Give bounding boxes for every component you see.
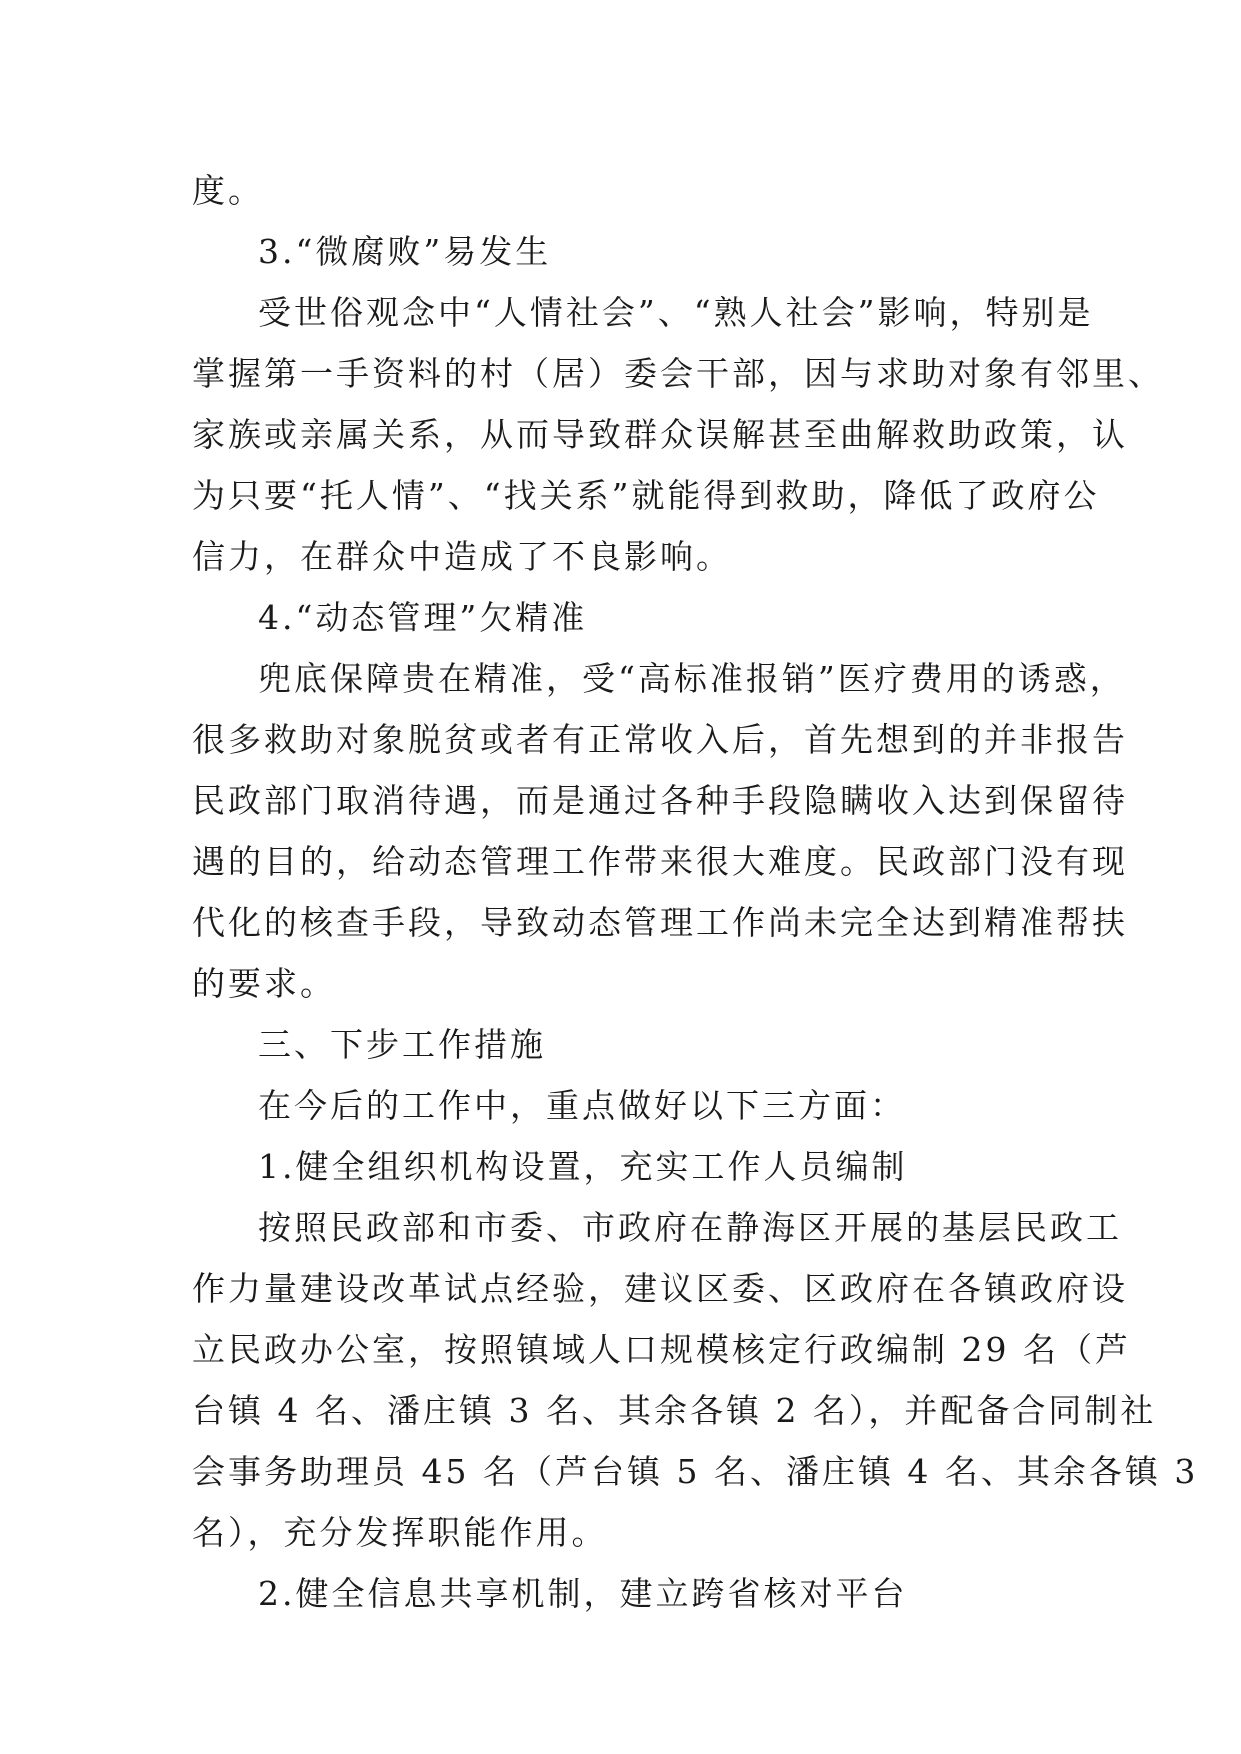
text-line: 3.“微腐败”易发生 <box>258 232 552 271</box>
text-line: 度。 <box>192 171 264 210</box>
text-line: 遇的目的，给动态管理工作带来很大难度。民政部门没有现 <box>192 842 1128 881</box>
document-body <box>192 160 1199 1624</box>
text-line: 为只要“托人情”、“找关系”就能得到救助，降低了政府公 <box>192 476 1100 515</box>
text-line: 受世俗观念中“人情社会”、“熟人社会”影响，特别是 <box>258 293 1094 332</box>
text-line: 按照民政部和市委、市政府在静海区开展的基层民政工 <box>258 1208 1122 1247</box>
text-line: 台镇 4 名、潘庄镇 3 名、其余各镇 2 名），并配备合同制社 <box>192 1391 1157 1430</box>
text-line: 2.健全信息共享机制，建立跨省核对平台 <box>258 1574 908 1613</box>
text-line: 兜底保障贵在精准，受“高标准报销”医疗费用的诱惑， <box>258 659 1126 698</box>
text-line: 作力量建设改革试点经验，建议区委、区政府在各镇政府设 <box>192 1269 1128 1308</box>
text-line: 掌握第一手资料的村（居）委会干部，因与求助对象有邻里、 <box>192 354 1164 393</box>
text-line: 三、下步工作措施 <box>258 1025 546 1064</box>
text-line: 很多救助对象脱贫或者有正常收入后，首先想到的并非报告 <box>192 720 1128 759</box>
text-line: 的要求。 <box>192 964 336 1003</box>
text-line: 代化的核查手段，导致动态管理工作尚未完全达到精准帮扶 <box>192 903 1128 942</box>
text-line: 名），充分发挥职能作用。 <box>192 1513 608 1552</box>
text-line: 信力，在群众中造成了不良影响。 <box>192 537 732 576</box>
text-line: 立民政办公室，按照镇域人口规模核定行政编制 29 名（芦 <box>192 1330 1131 1369</box>
text-line: 民政部门取消待遇，而是通过各种手段隐瞒收入达到保留待 <box>192 781 1128 820</box>
text-line: 在今后的工作中，重点做好以下三方面： <box>258 1086 906 1125</box>
text-line: 家族或亲属关系，从而导致群众误解甚至曲解救助政策，认 <box>192 415 1128 454</box>
text-line: 1.健全组织机构设置，充实工作人员编制 <box>258 1147 908 1186</box>
text-line: 4.“动态管理”欠精准 <box>258 598 588 637</box>
text-line: 会事务助理员 45 名（芦台镇 5 名、潘庄镇 4 名、其余各镇 3 <box>192 1452 1199 1491</box>
